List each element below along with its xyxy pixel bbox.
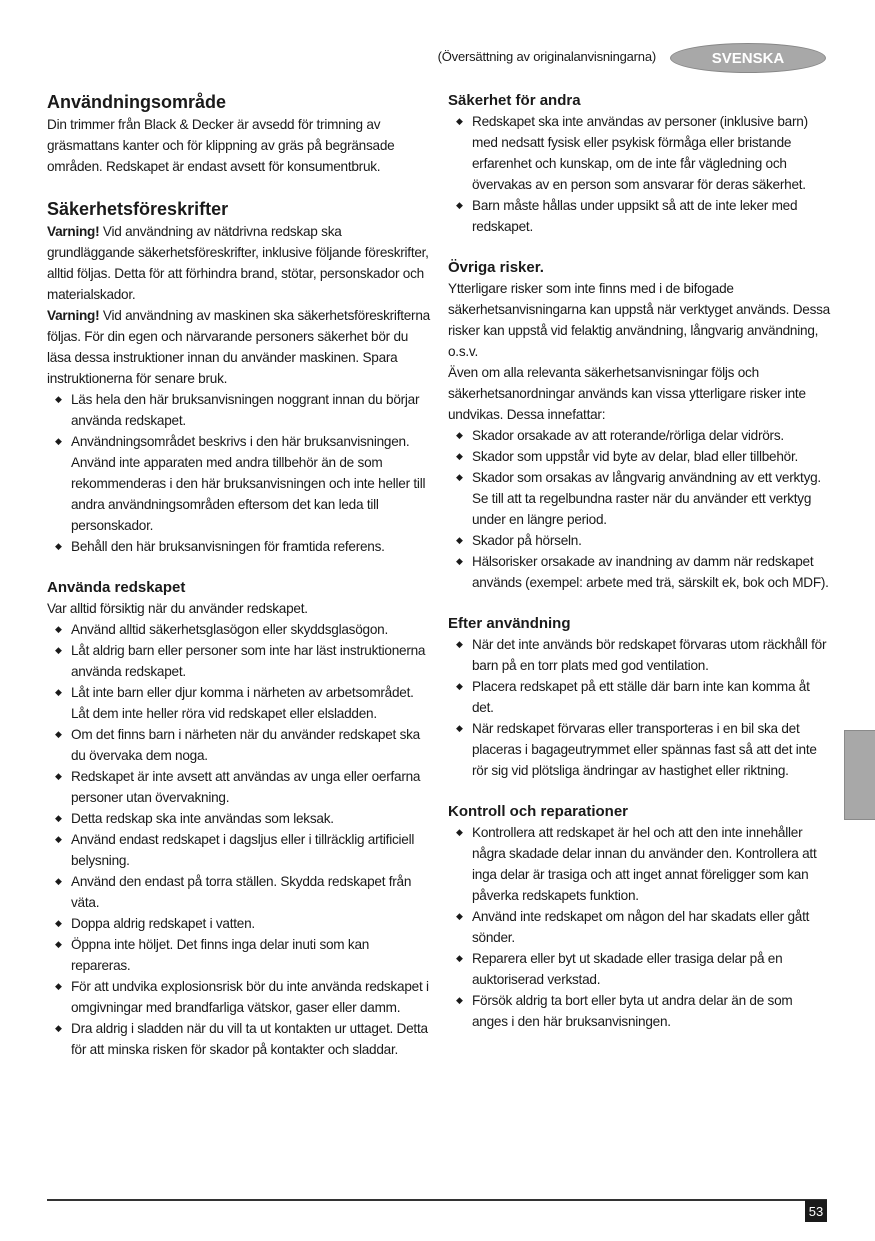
list-item: ◆ Skador som uppstår vid byte av delar, blad eller tillbehör. xyxy=(448,446,830,467)
section-title-usage: Användningsområde xyxy=(47,92,227,112)
warning-label: Varning! xyxy=(47,224,100,239)
section-title-others: Säkerhet för andra xyxy=(448,92,581,109)
header-translation-note: (Översättning av originalanvisningarna) xyxy=(437,49,656,64)
diamond-bullet-icon: ◆ xyxy=(55,729,62,739)
footer-rule xyxy=(47,1199,827,1201)
list-item: ◆ Låt inte barn eller djur komma i närheten av arbetsområdet. Låt dem inte heller röra vid redskapet eller elsladden. xyxy=(47,682,432,724)
list-item: ◆ Dra aldrig i sladden när du vill ta ut kontakten ur uttaget. Detta för att minska risken för skador på kontakter och sladdar. xyxy=(47,1018,432,1060)
list-item: ◆ Använd den endast på torra ställen. Skydda redskapet från väta. xyxy=(47,871,432,913)
list-item: ◆ Barn måste hållas under uppsikt så att de inte leker med redskapet. xyxy=(448,195,830,237)
list-item: ◆ Placera redskapet på ett ställe där barn inte kan komma åt det. xyxy=(448,676,830,718)
section-title-inspection: Kontroll och reparationer xyxy=(448,803,629,820)
using-intro: Var alltid försiktig när du använder redskapet. xyxy=(47,601,308,616)
diamond-bullet-icon: ◆ xyxy=(456,995,463,1005)
warning-text: Vid användning av nätdrivna redskap ska grundläggande säkerhetsföreskrifter, inklusive följande föreskrifter, alltid följas. Detta för att förhindra brand, stötar, personskador och materialskador. xyxy=(47,224,429,302)
diamond-bullet-icon: ◆ xyxy=(456,953,463,963)
language-badge: SVENSKA xyxy=(670,43,826,73)
list-item: ◆ Redskapet ska inte användas av personer (inklusive barn) med nedsatt fysisk eller psykisk förmåga eller bristande erfarenhet och kunskap, om de inte får vägledning och övervakas av en person som ansvarar för deras säkerhet. xyxy=(448,111,830,195)
list-item: ◆ Kontrollera att redskapet är hel och att den inte innehåller några skadade delar innan du använder den. Kontrollera att inga delar är trasiga och att inget annat föreligger som kan påverka redskapets funktion. xyxy=(448,822,830,906)
using-list xyxy=(47,619,432,1060)
diamond-bullet-icon: ◆ xyxy=(456,723,463,733)
section-title-risks: Övriga risker. xyxy=(448,259,544,276)
diamond-bullet-icon: ◆ xyxy=(456,556,463,566)
list-item: ◆ Detta redskap ska inte användas som leksak. xyxy=(47,808,432,829)
diamond-bullet-icon: ◆ xyxy=(456,827,463,837)
diamond-bullet-icon: ◆ xyxy=(456,639,463,649)
left-column xyxy=(47,90,432,1060)
warning-label: Varning! xyxy=(47,308,100,323)
list-item: ◆ Reparera eller byt ut skadade eller trasiga delar på en auktoriserad verkstad. xyxy=(448,948,830,990)
usage-text: Din trimmer från Black & Decker är avsedd för trimning av gräsmattans kanter och för klippning av gräs på begränsade områden. Redskapet är endast avsett för konsumentbruk. xyxy=(47,117,395,174)
list-item: ◆ När det inte används bör redskapet förvaras utom räckhåll för barn på en torr plats med god ventilation. xyxy=(448,634,830,676)
risks-text-2: Även om alla relevanta säkerhetsanvisningar följs och säkerhetsanordningar används kan vissa ytterligare risker inte undvikas. Dessa innefattar: xyxy=(448,365,806,422)
diamond-bullet-icon: ◆ xyxy=(55,624,62,634)
others-list xyxy=(448,111,830,237)
list-item: ◆ Redskapet är inte avsett att användas av unga eller oerfarna personer utan övervakning. xyxy=(47,766,432,808)
list-item: ◆ För att undvika explosionsrisk bör du inte använda redskapet i omgivningar med brandfarliga vätskor, gaser eller damm. xyxy=(47,976,432,1018)
list-item: ◆ Skador på hörseln. xyxy=(448,530,830,551)
diamond-bullet-icon: ◆ xyxy=(55,834,62,844)
diamond-bullet-icon: ◆ xyxy=(55,939,62,949)
inspection-list xyxy=(448,822,830,1032)
diamond-bullet-icon: ◆ xyxy=(55,687,62,697)
after-use-list xyxy=(448,634,830,781)
risks-list xyxy=(448,425,830,593)
list-item: ◆ Använd endast redskapet i dagsljus eller i tillräcklig artificiell belysning. xyxy=(47,829,432,871)
diamond-bullet-icon: ◆ xyxy=(55,981,62,991)
section-title-safety: Säkerhetsföreskrifter xyxy=(47,199,229,219)
warning-text: Vid användning av maskinen ska säkerhetsföreskrifterna följas. För din egen och närvarande personers säkerhet bör du läsa dessa instruktioner innan du använder maskinen. Spara instruktionerna för senare bruk. xyxy=(47,308,430,386)
diamond-bullet-icon: ◆ xyxy=(55,394,62,404)
list-item: ◆ När redskapet förvaras eller transporteras i en bil ska det placeras i bagageutrymmet eller spännas fast så att det inte rör sig vid plötsliga ändringar av hastighet eller riktning. xyxy=(448,718,830,781)
page-number: 53 xyxy=(805,1200,827,1222)
diamond-bullet-icon: ◆ xyxy=(55,436,62,446)
safety-warning-1 xyxy=(47,221,432,305)
diamond-bullet-icon: ◆ xyxy=(456,116,463,126)
diamond-bullet-icon: ◆ xyxy=(456,430,463,440)
diamond-bullet-icon: ◆ xyxy=(456,681,463,691)
right-column xyxy=(448,90,830,1032)
safety-warning-2 xyxy=(47,305,432,389)
diamond-bullet-icon: ◆ xyxy=(456,535,463,545)
list-item: ◆ Läs hela den här bruksanvisningen noggrant innan du börjar använda redskapet. xyxy=(47,389,432,431)
list-item: ◆ Användningsområdet beskrivs i den här bruksanvisningen. Använd inte apparaten med andra tillbehör än de som rekommenderas i den här bruksanvisningen och inte heller till andra användningsområden eftersom det kan leda till personskador. xyxy=(47,431,432,536)
diamond-bullet-icon: ◆ xyxy=(55,813,62,823)
safety-list xyxy=(47,389,432,557)
list-item: ◆ Behåll den här bruksanvisningen för framtida referens. xyxy=(47,536,432,557)
list-item: ◆ Hälsorisker orsakade av inandning av damm när redskapet används (exempel: arbete med trä, särskilt ek, bok och MDF). xyxy=(448,551,830,593)
section-title-using: Använda redskapet xyxy=(47,579,186,596)
diamond-bullet-icon: ◆ xyxy=(55,771,62,781)
diamond-bullet-icon: ◆ xyxy=(55,876,62,886)
list-item: ◆ Försök aldrig ta bort eller byta ut andra delar än de som anges i den här bruksanvisningen. xyxy=(448,990,830,1032)
list-item: ◆ Skador orsakade av att roterande/rörliga delar vidrörs. xyxy=(448,425,830,446)
risks-text-1: Ytterligare risker som inte finns med i de bifogade säkerhetsanvisningarna kan uppstå när verktyget används. Dessa risker kan uppstå vid felaktig användning, långvarig användning, o.s.v. xyxy=(448,281,830,359)
diamond-bullet-icon: ◆ xyxy=(55,645,62,655)
diamond-bullet-icon: ◆ xyxy=(456,472,463,482)
list-item: ◆ Använd alltid säkerhetsglasögon eller skyddsglasögon. xyxy=(47,619,432,640)
diamond-bullet-icon: ◆ xyxy=(456,451,463,461)
list-item: ◆ Om det finns barn i närheten när du använder redskapet ska du övervaka dem noga. xyxy=(47,724,432,766)
diamond-bullet-icon: ◆ xyxy=(55,541,62,551)
list-item: ◆ Doppa aldrig redskapet i vatten. xyxy=(47,913,432,934)
section-title-after-use: Efter användning xyxy=(448,615,571,632)
diamond-bullet-icon: ◆ xyxy=(55,918,62,928)
side-thumb-tab xyxy=(844,730,875,820)
list-item: ◆ Skador som orsakas av långvarig användning av ett verktyg. Se till att ta regelbundna raster när du använder ett verktyg under en längre period. xyxy=(448,467,830,530)
diamond-bullet-icon: ◆ xyxy=(55,1023,62,1033)
list-item: ◆ Använd inte redskapet om någon del har skadats eller gått sönder. xyxy=(448,906,830,948)
list-item: ◆ Öppna inte höljet. Det finns inga delar inuti som kan repareras. xyxy=(47,934,432,976)
diamond-bullet-icon: ◆ xyxy=(456,911,463,921)
diamond-bullet-icon: ◆ xyxy=(456,200,463,210)
list-item: ◆ Låt aldrig barn eller personer som inte har läst instruktionerna använda redskapet. xyxy=(47,640,432,682)
